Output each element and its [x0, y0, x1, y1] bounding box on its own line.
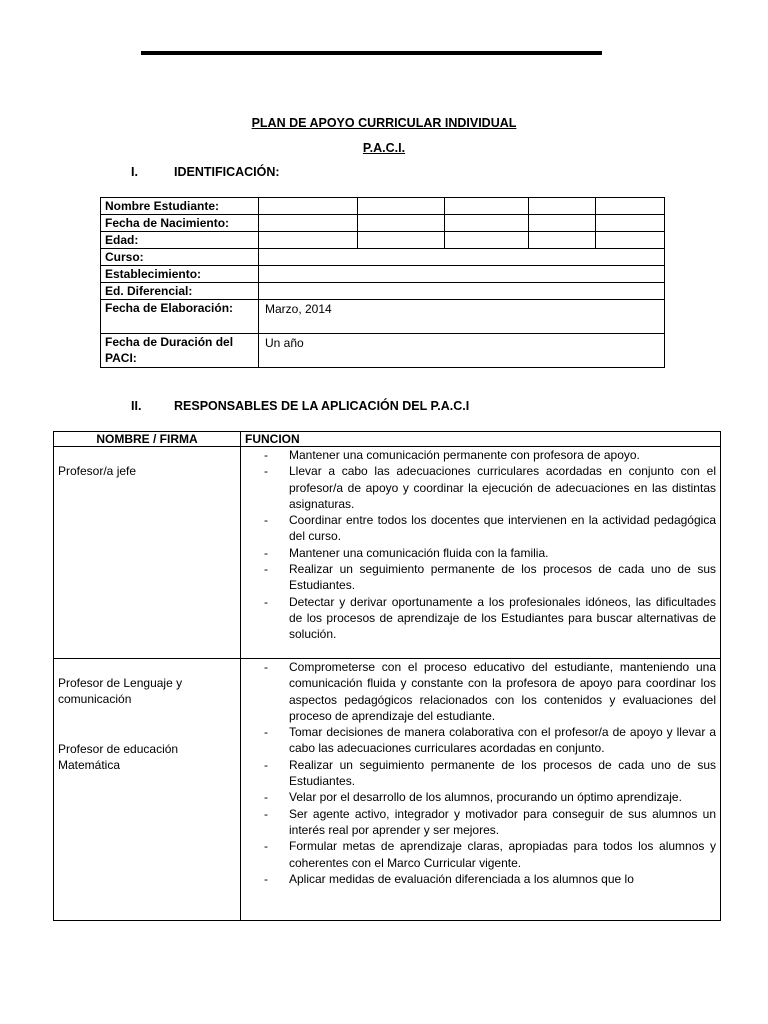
- table-row: [101, 266, 665, 283]
- responsible-name-cell: [54, 659, 241, 921]
- function-item: - Tomar decisiones de manera colaborativa con el profesor/a de apoyo y llevar a cabo las adecuaciones curriculares acordadas en conjunto.: [264, 724, 716, 757]
- table-row: [54, 659, 721, 921]
- field-label: Edad:: [101, 232, 259, 249]
- table-row: [101, 232, 665, 249]
- field-cell[interactable]: [358, 198, 445, 215]
- field-cell[interactable]: [596, 232, 665, 249]
- document-subtitle: P.A.C.I.: [362, 141, 406, 155]
- table-row: [101, 334, 665, 368]
- field-cell[interactable]: [358, 232, 445, 249]
- field-cell[interactable]: [259, 215, 358, 232]
- table-row: [101, 249, 665, 266]
- function-item: - Aplicar medidas de evaluación diferenciada a los alumnos que lo: [264, 871, 716, 887]
- function-item: - Coordinar entre todos los docentes que intervienen en la actividad pedagógica del curso.: [264, 512, 716, 545]
- function-item: - Detectar y derivar oportunamente a los profesionales idóneos, las dificultades de los procesos de aprendizaje de los Estudiantes para buscar alternativas de solución.: [264, 594, 716, 643]
- function-item: - Formular metas de aprendizaje claras, apropiadas para todos los alumnos y coherentes con el Marco Curricular vigente.: [264, 838, 716, 871]
- field-cell[interactable]: [529, 232, 596, 249]
- table-row: [101, 215, 665, 232]
- responsible-name: Profesor de educación Matemática: [58, 742, 179, 772]
- field-cell[interactable]: [358, 215, 445, 232]
- table-row: [101, 198, 665, 215]
- duration-value[interactable]: Un año: [259, 334, 665, 368]
- column-header-name: NOMBRE / FIRMA: [54, 432, 241, 447]
- section-2-number: II.: [131, 399, 142, 413]
- responsible-name: Profesor de Lenguaje y comunicación: [58, 676, 183, 706]
- field-label: Fecha de Nacimiento:: [101, 215, 259, 232]
- field-value[interactable]: [259, 249, 665, 266]
- elaboration-date-value[interactable]: Marzo, 2014: [259, 300, 665, 334]
- document-title: PLAN DE APOYO CURRICULAR INDIVIDUAL: [251, 116, 517, 130]
- function-list: [245, 447, 716, 643]
- responsible-name: Profesor/a jefe: [58, 464, 137, 478]
- function-cell: [241, 659, 721, 921]
- section-1-title: IDENTIFICACIÓN:: [174, 165, 280, 179]
- function-item: - Mantener una comunicación fluida con la familia.: [264, 545, 716, 561]
- field-label: Fecha de Elaboración:: [101, 300, 259, 334]
- field-cell[interactable]: [445, 198, 529, 215]
- field-cell[interactable]: [596, 215, 665, 232]
- function-item: - Realizar un seguimiento permanente de los procesos de cada uno de sus Estudiantes.: [264, 757, 716, 790]
- header-rule: [141, 51, 602, 55]
- responsibles-table: [53, 431, 721, 921]
- responsible-name-cell: [54, 447, 241, 659]
- field-label: Establecimiento:: [101, 266, 259, 283]
- field-cell[interactable]: [259, 232, 358, 249]
- column-header-function: FUNCION: [241, 432, 721, 447]
- function-item: - Comprometerse con el proceso educativo del estudiante, manteniendo una comunicación fluida y constante con la profesora de apoyo para coordinar los aspectos pedagógicos relacionados con los contenidos y evaluaciones del proceso de aprendizaje del estudiante.: [264, 659, 716, 724]
- table-header-row: [54, 432, 721, 447]
- field-label: Fecha de Duración del PACI:: [101, 334, 259, 368]
- field-cell[interactable]: [529, 198, 596, 215]
- field-cell[interactable]: [596, 198, 665, 215]
- function-cell: [241, 447, 721, 659]
- field-value[interactable]: [259, 283, 665, 300]
- function-item: - Realizar un seguimiento permanente de los procesos de cada uno de sus Estudiantes.: [264, 561, 716, 594]
- table-row: [101, 283, 665, 300]
- function-item: - Velar por el desarrollo de los alumnos, procurando un óptimo aprendizaje.: [264, 789, 716, 805]
- field-label: Curso:: [101, 249, 259, 266]
- function-list: [245, 659, 716, 887]
- function-item: - Llevar a cabo las adecuaciones curriculares acordadas en conjunto con el profesor/a de apoyo y coordinar la ejecución de adecuaciones en las distintas asignaturas.: [264, 463, 716, 512]
- field-value[interactable]: [259, 266, 665, 283]
- section-2-title: RESPONSABLES DE LA APLICACIÓN DEL P.A.C.I: [174, 399, 470, 413]
- field-label: Ed. Diferencial:: [101, 283, 259, 300]
- field-cell[interactable]: [445, 215, 529, 232]
- field-cell[interactable]: [259, 198, 358, 215]
- table-row: [54, 447, 721, 659]
- section-1-heading: [131, 165, 280, 179]
- field-cell[interactable]: [445, 232, 529, 249]
- field-label: Nombre Estudiante:: [101, 198, 259, 215]
- field-cell[interactable]: [529, 215, 596, 232]
- function-item: - Ser agente activo, integrador y motivador para conseguir de sus alumnos un interés real por aprender y ser mejores.: [264, 806, 716, 839]
- table-row: [101, 300, 665, 334]
- section-1-number: I.: [131, 165, 138, 179]
- function-item: - Mantener una comunicación permanente con profesora de apoyo.: [264, 447, 716, 463]
- identification-table: [100, 197, 665, 368]
- section-2-heading: [131, 399, 469, 413]
